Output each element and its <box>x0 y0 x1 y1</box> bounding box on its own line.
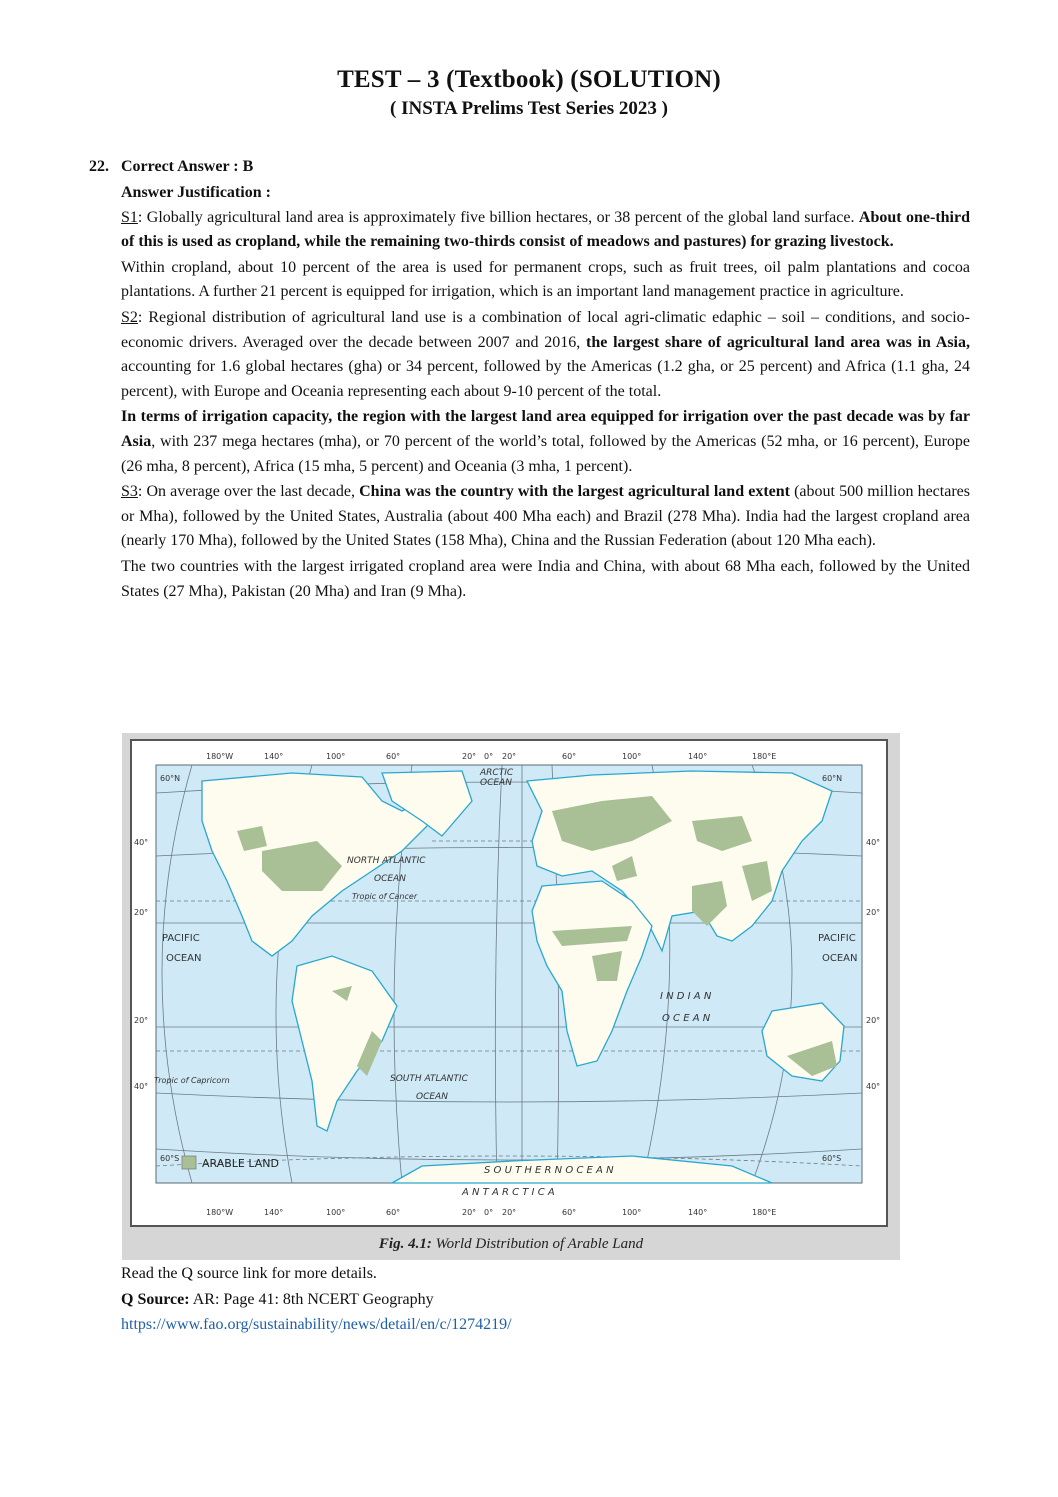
svg-text:60°S: 60°S <box>822 1154 842 1163</box>
page-title: TEST – 3 (Textbook) (SOLUTION) <box>337 66 721 93</box>
svg-text:20°: 20° <box>462 1208 477 1217</box>
source-link[interactable]: https://www.fao.org/sustainability/news/detail/en/c/1274219/ <box>121 1316 512 1333</box>
svg-text:20°: 20° <box>502 752 517 761</box>
statement-s2: S2: Regional distribution of agricultural land use is a combination of local agri-climatic edaphic – soil – conditions, and socio-economic drivers. Averaged over the decade between 2007 and 2016, the largest share of agricultural land area was in Asia, accounting for 1.6 global hectares (gha) or 34 percent, followed by the Americas (1.2 gha, or 25 percent) and Africa (1.1 gha, 24 percent), with Europe and Oceania representing each about 9-10 percent of the total. <box>121 308 971 400</box>
svg-text:I N D I A N: I N D I A N <box>660 991 712 1002</box>
svg-text:20°: 20° <box>866 908 881 917</box>
svg-text:S O U T H E R N O C E A N: S O U T H E R N O C E A N <box>484 1165 614 1176</box>
svg-text:180°E: 180°E <box>752 752 777 761</box>
statement-s1: S1: Globally agricultural land area is approximately five billion hectares, or 38 percent of the global land surface. About one-third of this is used as cropland, while the remaining two-thirds consist of meadows and pastures) for grazing livestock. <box>121 208 971 251</box>
page-subtitle: ( INSTA Prelims Test Series 2023 ) <box>390 98 668 119</box>
svg-text:180°W: 180°W <box>206 752 234 761</box>
world-map <box>132 741 886 1225</box>
svg-text:40°: 40° <box>866 838 881 847</box>
paragraph-irrigated: The two countries with the largest irrigated cropland area were India and China, with about 68 Mha each, followed by the United States (27 Mha), Pakistan (20 Mha) and Iran (9 Mha). <box>121 557 970 600</box>
svg-text:OCEAN: OCEAN <box>480 778 512 788</box>
svg-text:140°: 140° <box>264 1208 284 1217</box>
svg-text:Tropic of Cancer: Tropic of Cancer <box>352 892 418 901</box>
svg-text:140°: 140° <box>264 752 284 761</box>
svg-text:0°: 0° <box>484 752 494 761</box>
svg-text:40°: 40° <box>866 1082 881 1091</box>
svg-text:SOUTH ATLANTIC: SOUTH ATLANTIC <box>390 1074 468 1084</box>
svg-text:40°: 40° <box>134 838 149 847</box>
svg-text:20°: 20° <box>502 1208 517 1217</box>
svg-text:20°: 20° <box>866 1016 881 1025</box>
svg-text:NORTH ATLANTIC: NORTH ATLANTIC <box>347 856 426 866</box>
svg-text:PACIFIC: PACIFIC <box>818 933 856 944</box>
arable-land-map-figure <box>122 733 900 1260</box>
svg-text:60°: 60° <box>386 1208 401 1217</box>
answer-body <box>121 181 970 604</box>
svg-text:60°: 60° <box>562 1208 577 1217</box>
figure-caption: Fig. 4.1: World Distribution of Arable Land <box>378 1236 644 1252</box>
svg-text:60°: 60° <box>386 752 401 761</box>
map-frame <box>130 739 888 1227</box>
svg-text:60°S: 60°S <box>160 1154 180 1163</box>
legend-label: ARABLE LAND <box>202 1157 279 1170</box>
svg-text:OCEAN: OCEAN <box>416 1092 448 1102</box>
svg-text:OCEAN: OCEAN <box>822 953 858 964</box>
svg-text:0°: 0° <box>484 1208 494 1217</box>
svg-text:140°: 140° <box>688 752 708 761</box>
question-source: Q Source: AR: Page 41: 8th NCERT Geography <box>121 1291 434 1308</box>
svg-text:20°: 20° <box>134 908 149 917</box>
svg-text:O C E A N: O C E A N <box>662 1013 711 1024</box>
read-more-note: Read the Q source link for more details. <box>121 1265 377 1282</box>
question-header <box>89 158 253 176</box>
svg-text:PACIFIC: PACIFIC <box>162 933 200 944</box>
statement-s3: S3: On average over the last decade, China was the country with the largest agricultural land extent (about 500 million hectares or Mha), followed by the United States, Australia (about 400 Mha each) and Brazil (278 Mha). India had the largest cropland area (nearly 170 Mha), followed by the United States (158 Mha), China and the Russian Federation (about 120 Mha each). <box>121 483 970 550</box>
svg-text:100°: 100° <box>326 752 346 761</box>
svg-text:60°N: 60°N <box>822 774 843 783</box>
svg-text:OCEAN: OCEAN <box>374 874 406 884</box>
justification-label: Answer Justification : <box>121 184 271 201</box>
svg-text:40°: 40° <box>134 1082 149 1091</box>
svg-text:180°W: 180°W <box>206 1208 234 1217</box>
svg-text:20°: 20° <box>462 752 477 761</box>
svg-text:180°E: 180°E <box>752 1208 777 1217</box>
svg-text:20°: 20° <box>134 1016 149 1025</box>
svg-text:60°: 60° <box>562 752 577 761</box>
question-number: 22. <box>89 158 109 175</box>
svg-text:OCEAN: OCEAN <box>166 953 202 964</box>
svg-text:140°: 140° <box>688 1208 708 1217</box>
paragraph-cropland: Within cropland, about 10 percent of the area is used for permanent crops, such as fruit trees, oil palm plantations and cocoa plantations. A further 21 percent is equipped for irrigation, which is an important land management practice in agriculture. <box>121 258 970 301</box>
svg-text:100°: 100° <box>622 1208 642 1217</box>
svg-text:100°: 100° <box>326 1208 346 1217</box>
svg-text:A N T A R C T I: A N T A R C T I C A <box>462 1187 555 1198</box>
svg-text:Tropic of Capricorn: Tropic of Capricorn <box>154 1076 230 1085</box>
svg-text:100°: 100° <box>622 752 642 761</box>
legend-swatch-arable <box>182 1156 196 1169</box>
svg-text:ARCTIC: ARCTIC <box>480 768 514 778</box>
svg-text:60°N: 60°N <box>160 774 181 783</box>
paragraph-irrigation: In terms of irrigation capacity, the region with the largest land area equipped for irrigation over the past decade was by far Asia, with 237 mega hectares (mha), or 70 percent of the world’s total, followed by the Americas (52 mha, or 16 percent), Europe (26 mha, 8 percent), Africa (15 mha, 5 percent) and Oceania (3 mha, 1 percent). <box>121 408 970 475</box>
correct-answer: Correct Answer : B <box>121 158 254 175</box>
